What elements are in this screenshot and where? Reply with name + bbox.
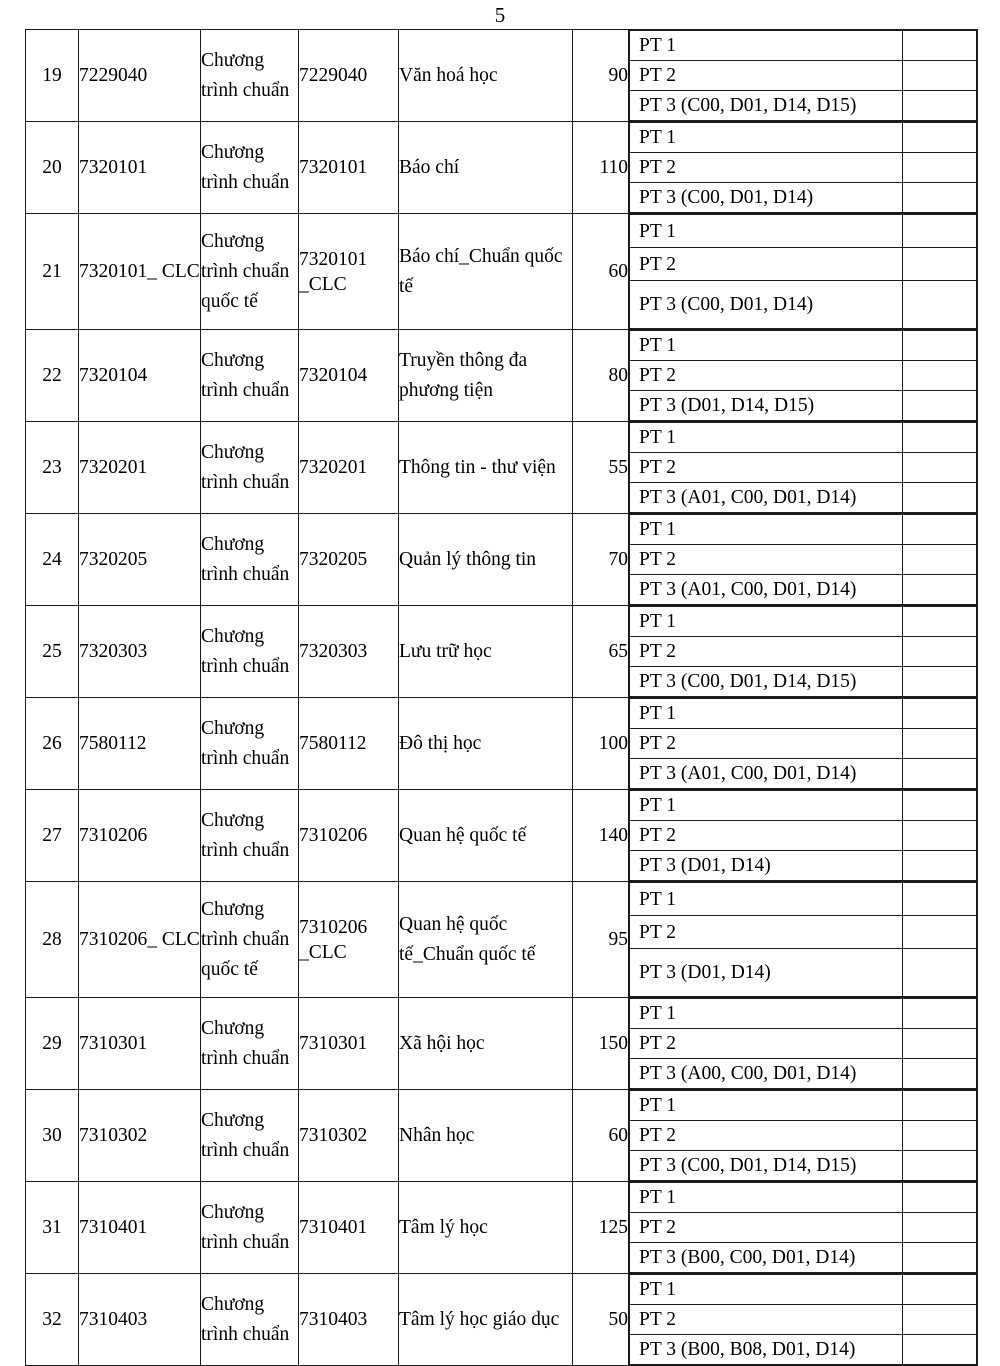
row-index: 32 (26, 1274, 79, 1366)
admission-method-note (903, 1121, 977, 1151)
admission-method-note (903, 851, 977, 881)
admission-method-row (630, 1029, 977, 1059)
admission-method-row (630, 1335, 977, 1365)
admission-methods-table (629, 514, 977, 605)
table-row (26, 1090, 978, 1182)
quota-value: 60 (573, 214, 629, 330)
admission-method-note (903, 361, 977, 391)
admission-method-label: PT 2 (630, 153, 903, 183)
major-name: Quan hệ quốc tế (399, 790, 573, 882)
admission-methods-cell (629, 330, 978, 422)
row-index: 29 (26, 998, 79, 1090)
admission-code: 7320205 (79, 514, 201, 606)
program-type: Chương trình chuẩn (201, 998, 299, 1090)
admission-method-label: PT 3 (D01, D14) (630, 949, 903, 997)
admission-methods-table (629, 1274, 977, 1365)
admission-code: 7310206 (79, 790, 201, 882)
admission-methods-table (629, 422, 977, 513)
admission-methods-cell (629, 698, 978, 790)
admission-method-note (903, 1335, 977, 1365)
admission-method-row (630, 1091, 977, 1121)
admission-method-label: PT 2 (630, 821, 903, 851)
admission-method-note (903, 248, 977, 281)
quota-value: 80 (573, 330, 629, 422)
program-type: Chương trình chuẩn (201, 698, 299, 790)
admission-code: 7580112 (79, 698, 201, 790)
admission-method-label: PT 2 (630, 1029, 903, 1059)
table-row (26, 30, 978, 122)
major-name: Đô thị học (399, 698, 573, 790)
admission-method-label: PT 2 (630, 453, 903, 483)
admission-method-label: PT 1 (630, 791, 903, 821)
table-row (26, 214, 978, 330)
admission-method-row (630, 699, 977, 729)
admission-method-row (630, 916, 977, 949)
admission-code: 7229040 (79, 30, 201, 122)
admission-method-note (903, 453, 977, 483)
admission-method-note (903, 183, 977, 213)
page-number: 5 (494, 3, 506, 27)
row-index: 20 (26, 122, 79, 214)
program-type: Chương trình chuẩn (201, 1274, 299, 1366)
admission-method-row (630, 391, 977, 421)
major-name: Xã hội học (399, 998, 573, 1090)
admission-code: 7320201 (79, 422, 201, 514)
major-name: Tâm lý học (399, 1182, 573, 1274)
major-code: 7310302 (299, 1090, 399, 1182)
admission-method-row (630, 281, 977, 329)
major-name: Quan hệ quốc tế_Chuẩn quốc tế (399, 882, 573, 998)
admission-method-row (630, 361, 977, 391)
admission-method-row (630, 575, 977, 605)
admission-method-row (630, 91, 977, 121)
major-code: 7320101 (299, 122, 399, 214)
table-row (26, 790, 978, 882)
admission-methods-table (629, 790, 977, 881)
admission-method-label: PT 2 (630, 916, 903, 949)
row-index: 21 (26, 214, 79, 330)
admission-methods-cell (629, 1090, 978, 1182)
table-row (26, 606, 978, 698)
program-type: Chương trình chuẩn (201, 122, 299, 214)
admission-method-row (630, 821, 977, 851)
major-code: 7310403 (299, 1274, 399, 1366)
admission-method-row (630, 1121, 977, 1151)
admission-method-label: PT 2 (630, 1305, 903, 1335)
admission-method-note (903, 31, 977, 61)
admission-method-label: PT 1 (630, 1275, 903, 1305)
major-name: Báo chí (399, 122, 573, 214)
major-code: 7310206 _CLC (299, 882, 399, 998)
admission-method-note (903, 281, 977, 329)
admission-method-note (903, 1275, 977, 1305)
admission-method-label: PT 1 (630, 331, 903, 361)
admission-method-label: PT 1 (630, 607, 903, 637)
admission-method-label: PT 1 (630, 883, 903, 916)
admission-methods-table (629, 1182, 977, 1273)
admission-code: 7310403 (79, 1274, 201, 1366)
admission-method-note (903, 423, 977, 453)
admission-method-label: PT 2 (630, 1213, 903, 1243)
quota-value: 70 (573, 514, 629, 606)
admission-methods-cell (629, 606, 978, 698)
admission-method-row (630, 545, 977, 575)
row-index: 31 (26, 1182, 79, 1274)
admission-method-note (903, 637, 977, 667)
admission-method-note (903, 1183, 977, 1213)
admission-method-row (630, 1059, 977, 1089)
quota-value: 65 (573, 606, 629, 698)
admission-code: 7310302 (79, 1090, 201, 1182)
admission-method-label: PT 3 (B00, C00, D01, D14) (630, 1243, 903, 1273)
program-type: Chương trình chuẩn (201, 606, 299, 698)
admission-method-row (630, 453, 977, 483)
admission-method-note (903, 667, 977, 697)
admission-methods-table (629, 214, 977, 329)
admission-method-row (630, 883, 977, 916)
row-index: 26 (26, 698, 79, 790)
admission-methods-cell (629, 422, 978, 514)
admission-method-label: PT 2 (630, 361, 903, 391)
program-type: Chương trình chuẩn (201, 422, 299, 514)
major-code: 7229040 (299, 30, 399, 122)
admission-method-note (903, 999, 977, 1029)
admission-method-note (903, 1091, 977, 1121)
admission-method-label: PT 3 (C00, D01, D14, D15) (630, 667, 903, 697)
admission-method-row (630, 759, 977, 789)
admission-method-label: PT 3 (A01, C00, D01, D14) (630, 575, 903, 605)
admission-method-note (903, 949, 977, 997)
admission-methods-cell (629, 214, 978, 330)
admission-method-label: PT 3 (A01, C00, D01, D14) (630, 759, 903, 789)
admission-methods-table (629, 30, 977, 121)
admission-method-label: PT 1 (630, 215, 903, 248)
admission-method-note (903, 916, 977, 949)
admission-method-row (630, 331, 977, 361)
admission-method-label: PT 1 (630, 123, 903, 153)
admission-method-note (903, 1213, 977, 1243)
admission-method-label: PT 3 (C00, D01, D14) (630, 281, 903, 329)
admission-majors-table (25, 29, 978, 1366)
admission-method-label: PT 1 (630, 423, 903, 453)
quota-value: 150 (573, 998, 629, 1090)
table-row (26, 122, 978, 214)
program-type: Chương trình chuẩn (201, 514, 299, 606)
admission-method-note (903, 699, 977, 729)
admission-method-note (903, 545, 977, 575)
admission-code: 7320303 (79, 606, 201, 698)
admission-method-note (903, 883, 977, 916)
admission-method-label: PT 2 (630, 637, 903, 667)
admission-method-note (903, 215, 977, 248)
admission-code: 7310206_ CLC (79, 882, 201, 998)
admission-method-label: PT 1 (630, 999, 903, 1029)
admission-method-note (903, 607, 977, 637)
admission-code: 7310401 (79, 1182, 201, 1274)
admission-method-row (630, 607, 977, 637)
admission-method-row (630, 1151, 977, 1181)
admission-method-label: PT 1 (630, 1091, 903, 1121)
row-index: 30 (26, 1090, 79, 1182)
major-name: Nhân học (399, 1090, 573, 1182)
admission-method-note (903, 391, 977, 421)
admission-method-row (630, 999, 977, 1029)
admission-method-note (903, 821, 977, 851)
admission-method-label: PT 1 (630, 699, 903, 729)
admission-method-note (903, 61, 977, 91)
major-name: Truyền thông đa phương tiện (399, 330, 573, 422)
major-code: 7320201 (299, 422, 399, 514)
program-type: Chương trình chuẩn (201, 1182, 299, 1274)
major-name: Quản lý thông tin (399, 514, 573, 606)
row-index: 22 (26, 330, 79, 422)
admission-methods-table (629, 606, 977, 697)
admission-method-label: PT 3 (C00, D01, D14) (630, 183, 903, 213)
major-code: 7310301 (299, 998, 399, 1090)
program-type: Chương trình chuẩn (201, 30, 299, 122)
admission-methods-cell (629, 514, 978, 606)
admission-method-label: PT 1 (630, 515, 903, 545)
table-row (26, 330, 978, 422)
admission-methods-cell (629, 998, 978, 1090)
program-type: Chương trình chuẩn quốc tế (201, 882, 299, 998)
admission-method-row (630, 851, 977, 881)
admission-method-label: PT 3 (A01, C00, D01, D14) (630, 483, 903, 513)
admission-method-row (630, 1213, 977, 1243)
row-index: 27 (26, 790, 79, 882)
table-row (26, 514, 978, 606)
program-type: Chương trình chuẩn (201, 330, 299, 422)
admission-method-row (630, 1275, 977, 1305)
admission-method-label: PT 3 (D01, D14) (630, 851, 903, 881)
admission-method-row (630, 31, 977, 61)
admission-method-row (630, 215, 977, 248)
admission-method-note (903, 1243, 977, 1273)
quota-value: 95 (573, 882, 629, 998)
admission-code: 7310301 (79, 998, 201, 1090)
admission-method-row (630, 729, 977, 759)
admission-method-note (903, 91, 977, 121)
admission-method-note (903, 1029, 977, 1059)
major-name: Văn hoá học (399, 30, 573, 122)
admission-method-row (630, 1305, 977, 1335)
admission-methods-cell (629, 790, 978, 882)
quota-value: 50 (573, 1274, 629, 1366)
quota-value: 140 (573, 790, 629, 882)
major-name: Báo chí_Chuẩn quốc tế (399, 214, 573, 330)
admission-method-note (903, 575, 977, 605)
table-row (26, 882, 978, 998)
table-row (26, 1182, 978, 1274)
admission-method-label: PT 3 (C00, D01, D14, D15) (630, 1151, 903, 1181)
admission-method-row (630, 791, 977, 821)
major-code: 7580112 (299, 698, 399, 790)
admission-code: 7320101_ CLC (79, 214, 201, 330)
admission-method-row (630, 1243, 977, 1273)
row-index: 23 (26, 422, 79, 514)
admission-method-row (630, 61, 977, 91)
table-row (26, 698, 978, 790)
row-index: 24 (26, 514, 79, 606)
admission-methods-cell (629, 122, 978, 214)
admission-method-note (903, 123, 977, 153)
admission-code: 7320101 (79, 122, 201, 214)
program-type: Chương trình chuẩn (201, 1090, 299, 1182)
admission-methods-table (629, 882, 977, 997)
admission-method-note (903, 1305, 977, 1335)
admission-method-label: PT 3 (B00, B08, D01, D14) (630, 1335, 903, 1365)
admission-method-label: PT 3 (A00, C00, D01, D14) (630, 1059, 903, 1089)
major-code: 7320101 _CLC (299, 214, 399, 330)
admission-method-row (630, 183, 977, 213)
major-code: 7310206 (299, 790, 399, 882)
admission-method-note (903, 1151, 977, 1181)
quota-value: 110 (573, 122, 629, 214)
admission-method-row (630, 483, 977, 513)
major-name: Tâm lý học giáo dục (399, 1274, 573, 1366)
admission-method-label: PT 2 (630, 545, 903, 575)
admission-method-note (903, 1059, 977, 1089)
row-index: 25 (26, 606, 79, 698)
admission-method-row (630, 423, 977, 453)
major-code: 7320104 (299, 330, 399, 422)
major-name: Thông tin - thư viện (399, 422, 573, 514)
admission-method-row (630, 1183, 977, 1213)
admission-method-row (630, 637, 977, 667)
admission-method-label: PT 2 (630, 729, 903, 759)
admission-methods-cell (629, 1274, 978, 1366)
admission-method-note (903, 331, 977, 361)
admission-methods-table (629, 998, 977, 1089)
major-code: 7310401 (299, 1182, 399, 1274)
admission-method-row (630, 667, 977, 697)
table-row (26, 422, 978, 514)
admission-method-label: PT 3 (D01, D14, D15) (630, 391, 903, 421)
major-name: Lưu trữ học (399, 606, 573, 698)
admission-method-label: PT 2 (630, 1121, 903, 1151)
admission-methods-cell (629, 882, 978, 998)
admission-method-row (630, 949, 977, 997)
quota-value: 90 (573, 30, 629, 122)
admission-method-label: PT 2 (630, 248, 903, 281)
admission-method-note (903, 729, 977, 759)
admission-method-row (630, 515, 977, 545)
quota-value: 60 (573, 1090, 629, 1182)
admission-method-note (903, 791, 977, 821)
admission-method-row (630, 123, 977, 153)
quota-value: 100 (573, 698, 629, 790)
major-code: 7320303 (299, 606, 399, 698)
admission-method-label: PT 3 (C00, D01, D14, D15) (630, 91, 903, 121)
admission-method-label: PT 1 (630, 31, 903, 61)
admission-methods-table (629, 1090, 977, 1181)
row-index: 28 (26, 882, 79, 998)
admission-methods-table (629, 698, 977, 789)
admission-methods-table (629, 330, 977, 421)
table-row (26, 1274, 978, 1366)
row-index: 19 (26, 30, 79, 122)
quota-value: 125 (573, 1182, 629, 1274)
admission-methods-table (629, 122, 977, 213)
program-type: Chương trình chuẩn quốc tế (201, 214, 299, 330)
admission-methods-cell (629, 1182, 978, 1274)
program-type: Chương trình chuẩn (201, 790, 299, 882)
major-code: 7320205 (299, 514, 399, 606)
admission-method-row (630, 153, 977, 183)
admission-method-label: PT 1 (630, 1183, 903, 1213)
admission-method-row (630, 248, 977, 281)
admission-method-note (903, 759, 977, 789)
table-row (26, 998, 978, 1090)
admission-methods-cell (629, 30, 978, 122)
admission-method-note (903, 515, 977, 545)
admission-code: 7320104 (79, 330, 201, 422)
quota-value: 55 (573, 422, 629, 514)
admission-method-note (903, 483, 977, 513)
admission-method-note (903, 153, 977, 183)
admission-method-label: PT 2 (630, 61, 903, 91)
